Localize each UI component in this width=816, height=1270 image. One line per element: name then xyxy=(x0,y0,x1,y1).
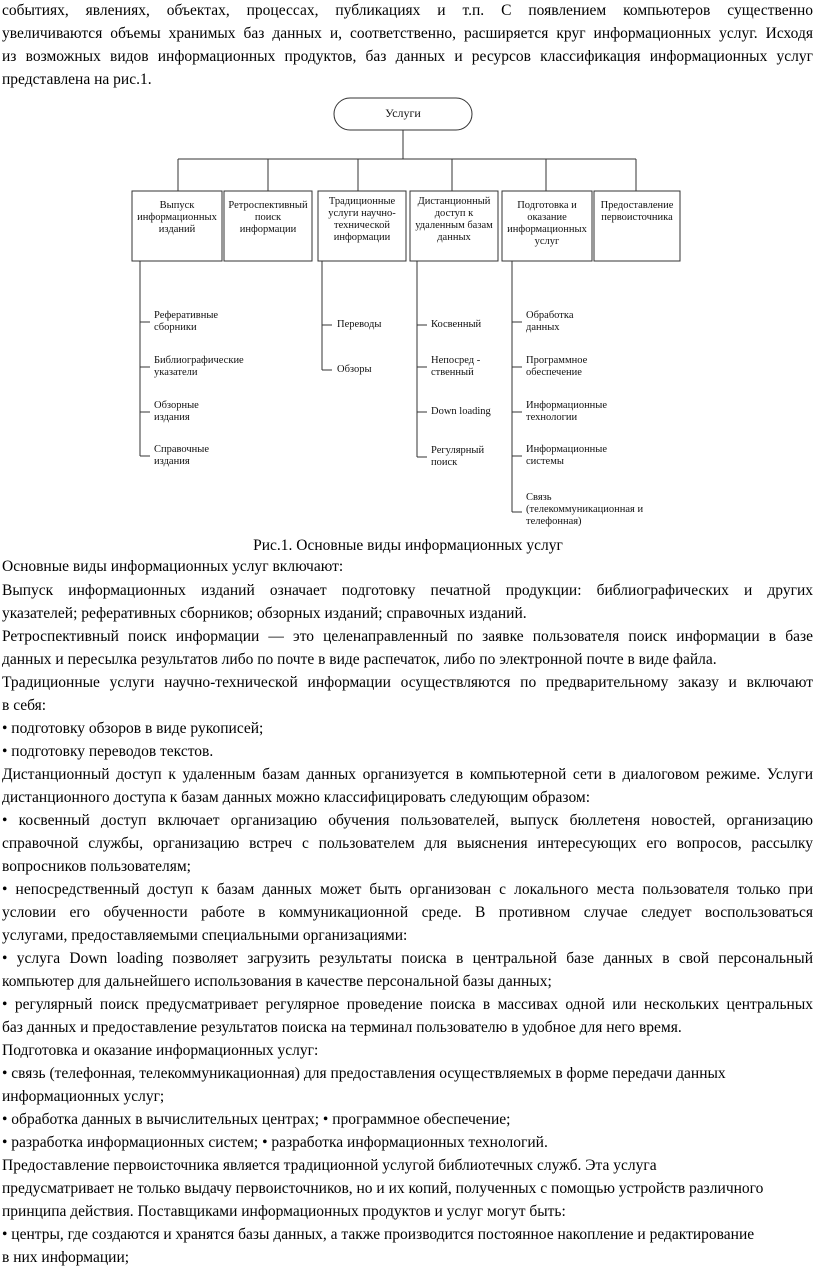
body-line: предусматривает не только выдачу первоисточников, но и их копий, полученных с помощью устройств различного xyxy=(2,1180,764,1197)
sub-item: Down loading xyxy=(431,406,491,417)
intro-line: событиях, явлениях, объектах, процессах, публикациях и т.п. С появлением компьютеров существенно xyxy=(2,2,813,19)
body-line: информационных услуг; xyxy=(2,1088,165,1105)
intro-line: из возможных видов информационных продуктов, баз данных и ресурсов классификация информационных услуг xyxy=(2,48,813,65)
sub-item: Переводы xyxy=(337,319,382,330)
body-line: • услуга Down loading позволяет загрузить результаты поиска в центральной базе данных в свой персональный xyxy=(2,950,813,967)
sub-item: Обзорные издания xyxy=(154,400,199,423)
body-line: Подготовка и оказание информационных услуг: xyxy=(2,1042,319,1059)
category-label: Ретроспективный поиск информации xyxy=(228,200,308,235)
body-line: компьютер для дальнейшего использования в качестве персональной базы данных; xyxy=(2,973,552,990)
body-line: данных и пересылка результатов либо по почте в виде распечаток, либо по электронной почте в виде файла. xyxy=(2,651,717,668)
category-label: Предоставление первоисточника xyxy=(600,200,674,223)
category-label: Подготовка и оказание информационных услуг xyxy=(507,200,587,247)
sub-item: Библиографические указатели xyxy=(154,355,244,378)
body-line: Выпуск информационных изданий означает подготовку печатной продукции: библиографических и других xyxy=(2,582,813,599)
body-line: Традиционные услуги научно-технической информации осуществляются по предварительному заказу и включают xyxy=(2,674,813,691)
body-line: условии его обученности работе в коммуникационной среде. В противном случае следует воспользоваться xyxy=(2,904,813,921)
body-line: • обработка данных в вычислительных центрах; • программное обеспечение; xyxy=(2,1111,511,1128)
category-label: Выпуск информационных изданий xyxy=(137,200,217,235)
body-line: услугами, предоставляемыми специальными организациями: xyxy=(2,927,408,944)
category-label: Дистанционный доступ к удаленным базам данных xyxy=(415,196,493,243)
figure-caption: Рис.1. Основные виды информационных услуг xyxy=(253,537,563,554)
intro-line: представлена на рис.1. xyxy=(2,71,152,88)
body-line: • связь (телефонная, телекоммуникационная) для предоставления осуществляемых в форме передачи данных xyxy=(2,1065,726,1082)
body-line: Дистанционный доступ к удаленным базам данных организуется в компьютерной сети в диалоговом режиме. Услуги xyxy=(2,766,813,783)
sub-item: Обработка данных xyxy=(526,310,574,333)
body-line: дистанционного доступа к базам данных можно классифицировать следующим образом: xyxy=(2,789,591,806)
services-diagram xyxy=(0,92,816,532)
category-label: Традиционные услуги научно-технической информации xyxy=(328,196,396,243)
sub-item: Информационные технологии xyxy=(526,400,608,423)
body-line: в себя: xyxy=(2,697,47,714)
body-line: Основные виды информационных услуг включают: xyxy=(2,558,344,575)
body-line: • регулярный поиск предусматривает регулярное проведение поиска в массивах одной или нескольких центральных xyxy=(2,996,813,1013)
sub-item: Регулярный поиск xyxy=(431,445,485,468)
sub-item: Обзоры xyxy=(337,364,372,375)
body-line: • центры, где создаются и хранятся базы данных, а также производится постоянное накопление и редактирование xyxy=(2,1226,755,1243)
sub-item: Непосред - ственный xyxy=(431,355,481,378)
body-line: Ретроспективный поиск информации — это целенаправленный по заявке пользователя поиск информации в базе xyxy=(2,628,813,645)
body-line: • разработка информационных систем; • разработка информационных технологий. xyxy=(2,1134,548,1151)
body-line: Предоставление первоисточника является традиционной услугой библиотечных служб. Эта услуга xyxy=(2,1157,657,1174)
body-line: • подготовку переводов текстов. xyxy=(2,743,214,760)
body-line: баз данных и предоставление результатов поиска на терминал пользователю в удобное для него время. xyxy=(2,1019,682,1036)
root-label: Услуги xyxy=(385,106,421,120)
body-line: • косвенный доступ включает организацию обучения пользователей, выпуск бюллетеня новостей, организацию xyxy=(2,812,813,829)
intro-line: увеличиваются объемы хранимых баз данных и, соответственно, расширяется круг информационных услуг. Исходя xyxy=(2,25,813,42)
sub-item: Косвенный xyxy=(431,319,482,330)
body-line: • непосредственный доступ к базам данных может быть организован с локального места пользователя только при xyxy=(2,881,813,898)
sub-item: Связь (телекоммуникационная и телефонная) xyxy=(526,492,644,527)
sub-item: Программное обеспечение xyxy=(526,355,588,378)
body-line: принципа действия. Поставщиками информационных продуктов и услуг могут быть: xyxy=(2,1203,566,1220)
body-line: справочной службы, организацию встреч с пользователем для выяснения интересующих его вопросов, рассылку xyxy=(2,835,813,852)
sub-item: Информационные системы xyxy=(526,444,608,467)
sub-item: Реферативные сборники xyxy=(154,310,219,333)
body-line: вопросников пользователям; xyxy=(2,858,191,875)
body-line: в них информации; xyxy=(2,1249,130,1266)
sub-item: Справочные издания xyxy=(154,444,210,467)
body-line: • подготовку обзоров в виде рукописей; xyxy=(2,720,264,737)
diagram-lines xyxy=(0,92,816,532)
body-line: указателей; реферативных сборников; обзорных изданий; справочных изданий. xyxy=(2,605,527,622)
